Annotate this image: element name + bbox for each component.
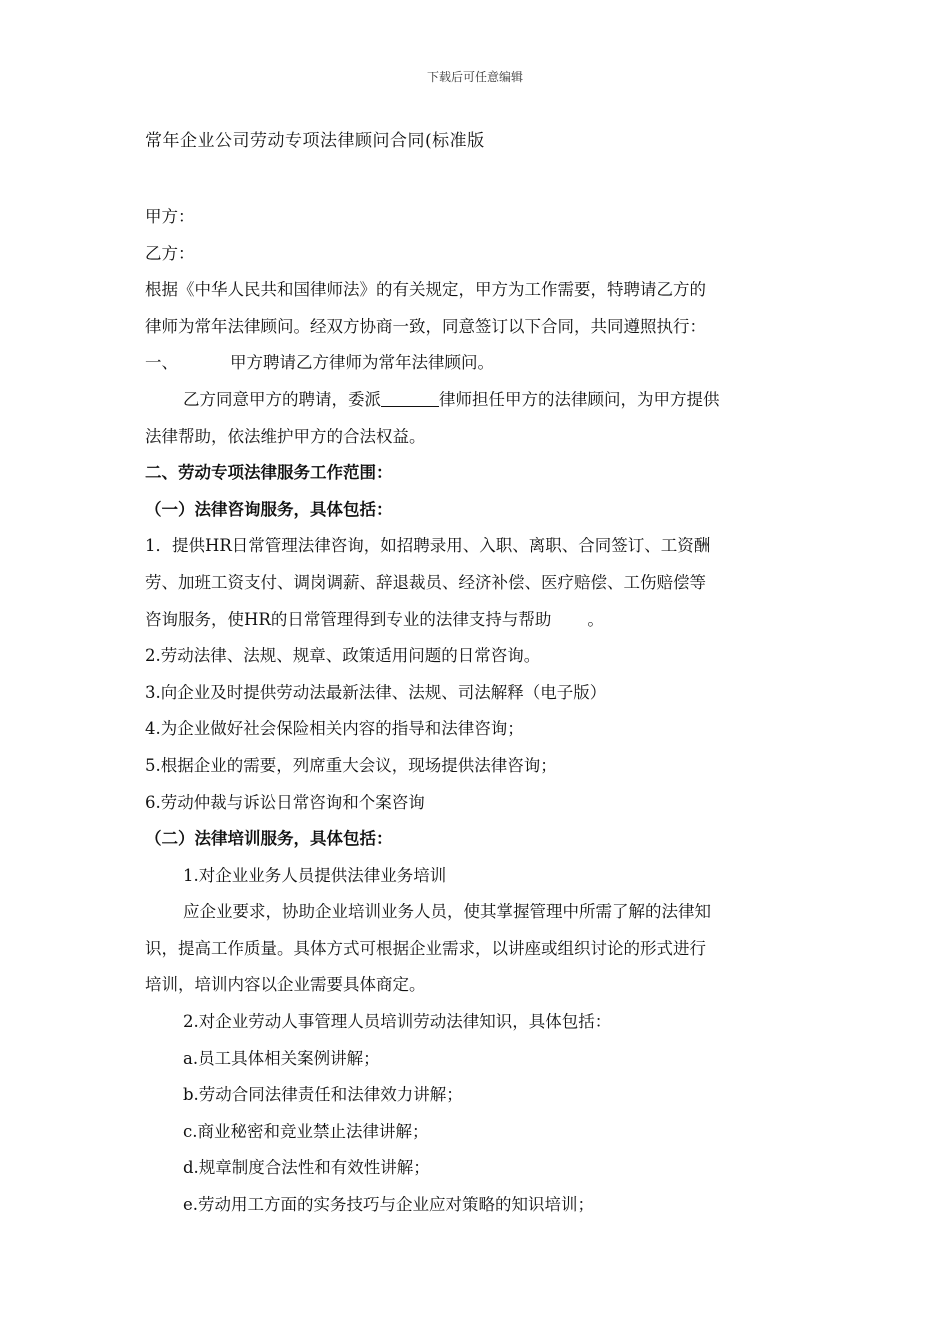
training-2-item-c: c.商业秘密和竞业禁止法律讲解；: [183, 1121, 429, 1141]
section-1-paragraph-a: 乙方同意甲方的聘请，委派: [183, 389, 381, 409]
subsection-2-heading: （二）法律培训服务，具体包括：: [145, 829, 393, 849]
intro-line-2: 律师为常年法律顾问。经双方协商一致，同意签订以下合同，共同遵照执行：: [145, 316, 706, 336]
document-body: [145, 199, 810, 1224]
training-1-line-3: 培训，培训内容以企业需要具体商定。: [145, 975, 426, 995]
blank-fill-line[interactable]: [381, 390, 439, 407]
item-1-line-3-text: 咨询服务，使HR的日常管理得到专业的法律支持与帮助: [145, 609, 552, 629]
item-1-line-3: [145, 602, 810, 639]
training-2-item-a: a.员工具体相关案例讲解；: [183, 1048, 380, 1068]
party-b-line: 乙方：: [145, 243, 195, 263]
training-2-item-e: e.劳动用工方面的实务技巧与企业应对策略的知识培训；: [183, 1195, 595, 1215]
section-1-text: 甲方聘请乙方律师为常年法律顾问。: [230, 353, 494, 373]
section-1-line: [145, 345, 810, 382]
item-6: 6.劳动仲裁与诉讼日常咨询和个案咨询: [145, 792, 425, 812]
page-header-note: 下载后可任意编辑: [426, 70, 523, 84]
section-2-heading: 二、劳动专项法律服务工作范围：: [145, 463, 393, 483]
training-2-item-d: d.规章制度合法性和有效性讲解；: [183, 1158, 430, 1178]
section-1-paragraph-b: 律师担任甲方的法律顾问，为甲方提供: [439, 389, 720, 409]
training-1-line-2: 识，提高工作质量。具体方式可根据企业需求，以讲座或组织讨论的形式进行: [145, 938, 706, 958]
section-1-paragraph-line-1: [145, 382, 810, 419]
item-1-line-1: 1．提供HR日常管理法律咨询，如招聘录用、入职、离职、合同签订、工资酬: [145, 536, 711, 556]
item-3: 3.向企业及时提供劳动法最新法律、法规、司法解释（电子版）: [145, 682, 607, 702]
document-title: 常年企业公司劳动专项法律顾问合同(标准版: [145, 131, 485, 151]
training-2-item-b: b.劳动合同法律责任和法律效力讲解；: [183, 1085, 463, 1105]
section-1-paragraph-line-2: 法律帮助，依法维护甲方的合法权益。: [145, 426, 426, 446]
training-2-title: 2.对企业劳动人事管理人员培训劳动法律知识，具体包括：: [183, 1012, 612, 1032]
subsection-1-heading: （一）法律咨询服务，具体包括：: [145, 499, 393, 519]
intro-line-1: 根据《中华人民共和国律师法》的有关规定，甲方为工作需要，特聘请乙方的: [145, 280, 706, 300]
party-a-line: 甲方：: [145, 207, 195, 226]
section-1-number: 一、: [145, 353, 178, 373]
item-5: 5.根据企业的需要，列席重大会议，现场提供法律咨询；: [145, 755, 557, 775]
training-1-title: 1.对企业业务人员提供法律业务培训: [183, 865, 447, 885]
item-1-line-2: 劳、加班工资支付、调岗调薪、辞退裁员、经济补偿、医疗赔偿、工伤赔偿等: [145, 572, 706, 592]
item-4: 4.为企业做好社会保险相关内容的指导和法律咨询；: [145, 719, 524, 739]
item-1-line-3-period: 。: [587, 609, 604, 629]
training-1-line-1: 应企业要求，协助企业培训业务人员，使其掌握管理中所需了解的法律知: [183, 902, 711, 922]
item-2: 2.劳动法律、法规、规章、政策适用问题的日常咨询。: [145, 646, 541, 666]
